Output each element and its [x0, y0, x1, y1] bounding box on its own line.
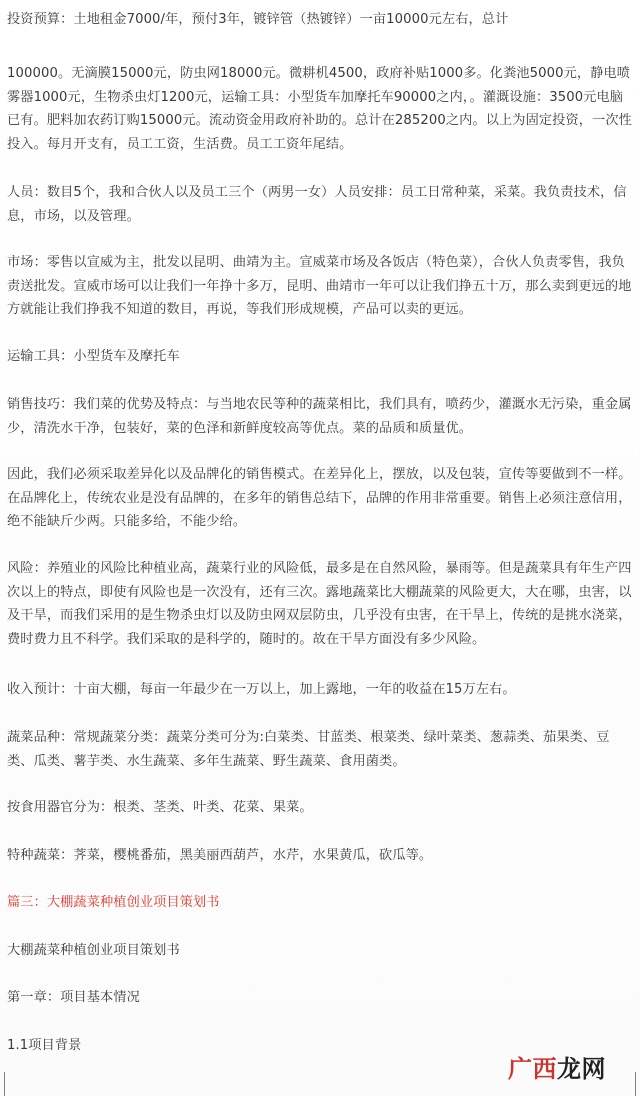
paragraph-transport: 运输工具：小型货车及摩托车 [7, 349, 180, 364]
watermark-text-dark: 龙网 [557, 1055, 606, 1083]
page-edge-right [635, 1072, 636, 1096]
plan-title: 大棚蔬菜种植创业项目策划书 [7, 943, 180, 958]
paragraph-special-vegetables: 特种蔬菜：荠菜，樱桃番茄，黑美丽西葫芦，水芹，水果黄瓜，砍瓜等。 [7, 848, 433, 863]
subsection-heading: 1.1项目背景 [7, 1038, 82, 1053]
paragraph-organ-classes: 按食用器官分为：根类、茎类、叶类、花菜、果菜。 [7, 800, 313, 815]
paragraph-personnel: 人员：数目5个，我和合伙人以及员工三个（两男一女）人员安排：员工日常种菜，采菜。我负责技术，信息，市场，以及管理。 [7, 185, 627, 224]
site-watermark [508, 1055, 606, 1083]
chapter-heading: 第一章：项目基本情况 [7, 990, 140, 1005]
paragraph-income: 收入预计：十亩大棚，每亩一年最少在一万以上，加上露地，一年的收益在15万左右。 [7, 682, 516, 697]
section-heading-part-three: 篇三：大棚蔬菜种植创业项目策划书 [7, 895, 220, 910]
paragraph-sales-skills: 销售技巧：我们菜的优势及特点：与当地农民等种的蔬菜相比，我们具有，喷药少，灌溉水无污染，重金属少，清洗水干净，包装好，菜的色泽和新鲜度较高等优点。菜的品质和质量优。 [7, 397, 632, 436]
paragraph-differentiation: 因此，我们必须采取差异化以及品牌化的销售模式。在差异化上，摆放，以及包装，宣传等要做到不一样。在品牌化上，传统农业是没有品牌的，在多年的销售总结下，品牌的作用非常重要。销售上必须注意信用，绝不能缺斤少两。只能多给，不能少给。 [7, 467, 632, 529]
paragraph-budget-detail: 100000。无滴膜15000元，防虫网18000元。微耕机4500，政府补贴1000多。化粪池5000元，静电喷雾器1000元，生物杀虫灯1200元，运输工具：小型货车加摩托车90000之内，。灌溉设施：3500元电脑已有。肥料加农药订购15000元。流动资金用政府补助的。总计在285200之内。以上为固定投资，一次性投入。每月开支有，员工工资，生活费。员工工资年尾结。 [7, 66, 632, 152]
paragraph-risk: 风险：养殖业的风险比种植业高，蔬菜行业的风险低，最多是在自然风险，暴雨等。但是蔬菜具有年生产四次以上的特点，即使有风险也是一次没有，还有三次。露地蔬菜比大棚蔬菜的风险更大，大在哪，虫害，以及干旱，而我们采用的是生物杀虫灯以及防虫网双层防虫，几乎没有虫害，在干旱上，传统的是挑水浇菜，费时费力且不科学。我们采取的是科学的，随时的。故在干旱方面没有多少风险。 [7, 561, 632, 647]
paragraph-budget-intro: 投资预算：土地租金7000/年，预付3年，镀锌管（热镀锌）一亩10000元左右，总计 [7, 12, 509, 27]
paragraph-market: 市场：零售以宣威为主，批发以昆明、曲靖为主。宣威菜市场及各饭店（特色菜），合伙人负责零售，我负责送批发。宣威市场可以让我们一年挣十多万，昆明、曲靖市一年可以让我们挣五十万，那么卖到更远的地方就能让我们挣我不知道的数目，再说，等我们形成规模，产品可以卖的更远。 [7, 255, 632, 317]
page-edge-left [4, 1072, 5, 1096]
watermark-text-red: 广西 [508, 1055, 557, 1083]
paragraph-varieties: 蔬菜品种：常规蔬菜分类：蔬菜分类可分为:白菜类、甘蓝类、根菜类、绿叶菜类、葱蒜类、茄果类、豆类、瓜类、薯芋类、水生蔬菜、多年生蔬菜、野生蔬菜、食用菌类。 [7, 730, 610, 769]
